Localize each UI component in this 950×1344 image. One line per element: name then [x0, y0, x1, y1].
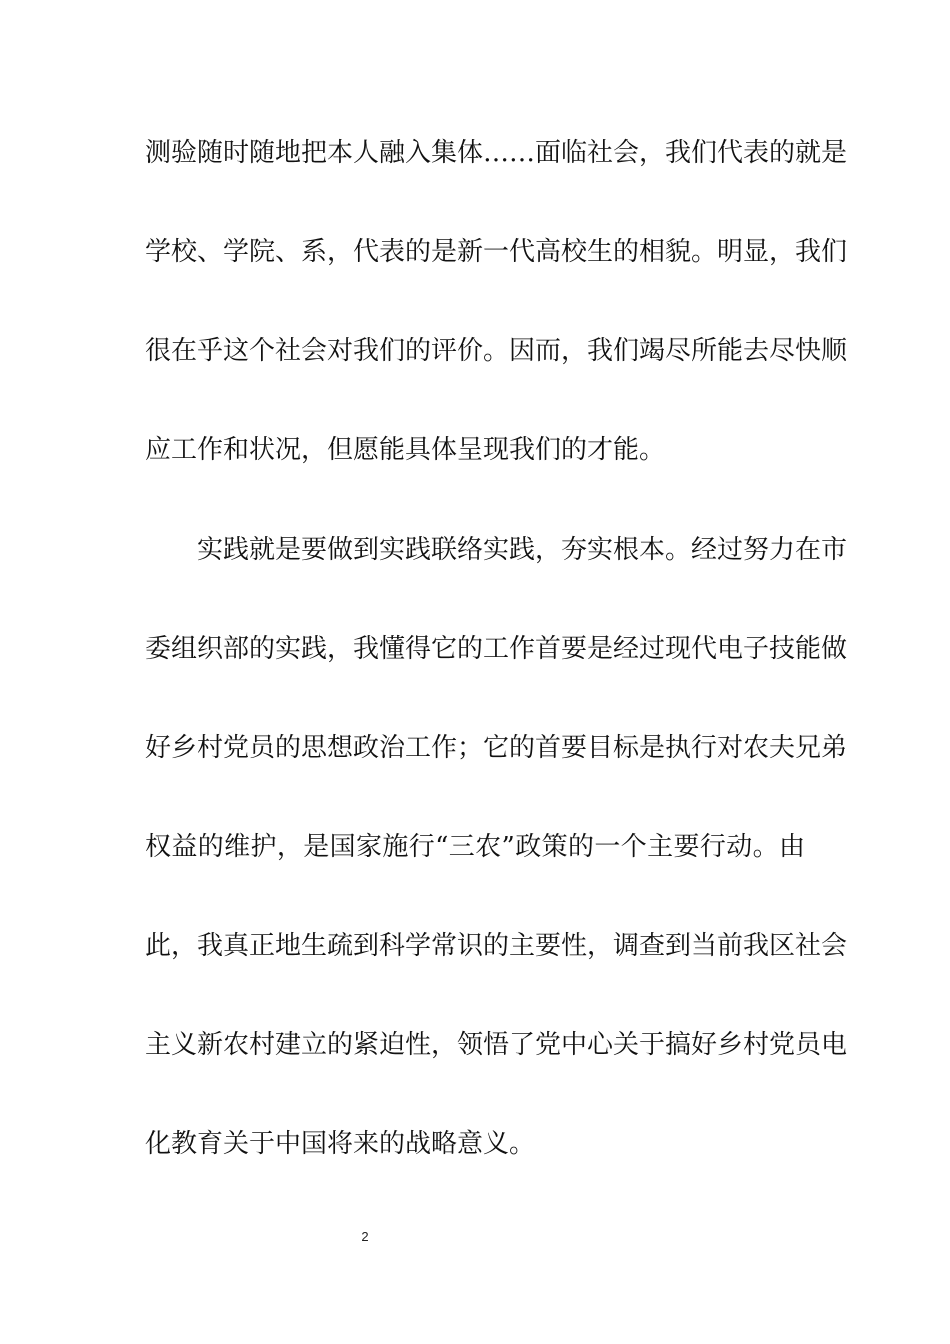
page-number: 2 — [361, 1229, 369, 1244]
paragraph-2-line-5: 此，我真正地生疏到科学常识的主要性，调查到当前我区社会 — [145, 931, 848, 961]
paragraph-2-line-3: 好乡村党员的思想政治工作；它的首要目标是执行对农夫兄弟 — [145, 733, 848, 763]
paragraph-1-line-3: 很在乎这个社会对我们的评价。因而，我们竭尽所能去尽快顺 — [145, 336, 848, 366]
paragraph-1-line-1: 测验随时随地把本人融入集体……面临社会，我们代表的就是 — [145, 138, 848, 168]
paragraph-2-line-4: 权益的维护，是国家施行“三农”政策的一个主要行动。由 — [145, 832, 805, 862]
paragraph-1-line-4: 应工作和状况，但愿能具体呈现我们的才能。 — [145, 435, 666, 465]
paragraph-1-line-2: 学校、学院、系，代表的是新一代高校生的相貌。明显，我们 — [145, 237, 848, 267]
paragraph-2-line-2: 委组织部的实践，我懂得它的工作首要是经过现代电子技能做 — [145, 634, 848, 664]
paragraph-2-line-7: 化教育关于中国将来的战略意义。 — [145, 1129, 536, 1159]
paragraph-2-line-6: 主义新农村建立的紧迫性，领悟了党中心关于搞好乡村党员电 — [145, 1030, 848, 1060]
paragraph-2-line-1: 实践就是要做到实践联络实践，夯实根本。经过努力在市 — [197, 535, 848, 565]
